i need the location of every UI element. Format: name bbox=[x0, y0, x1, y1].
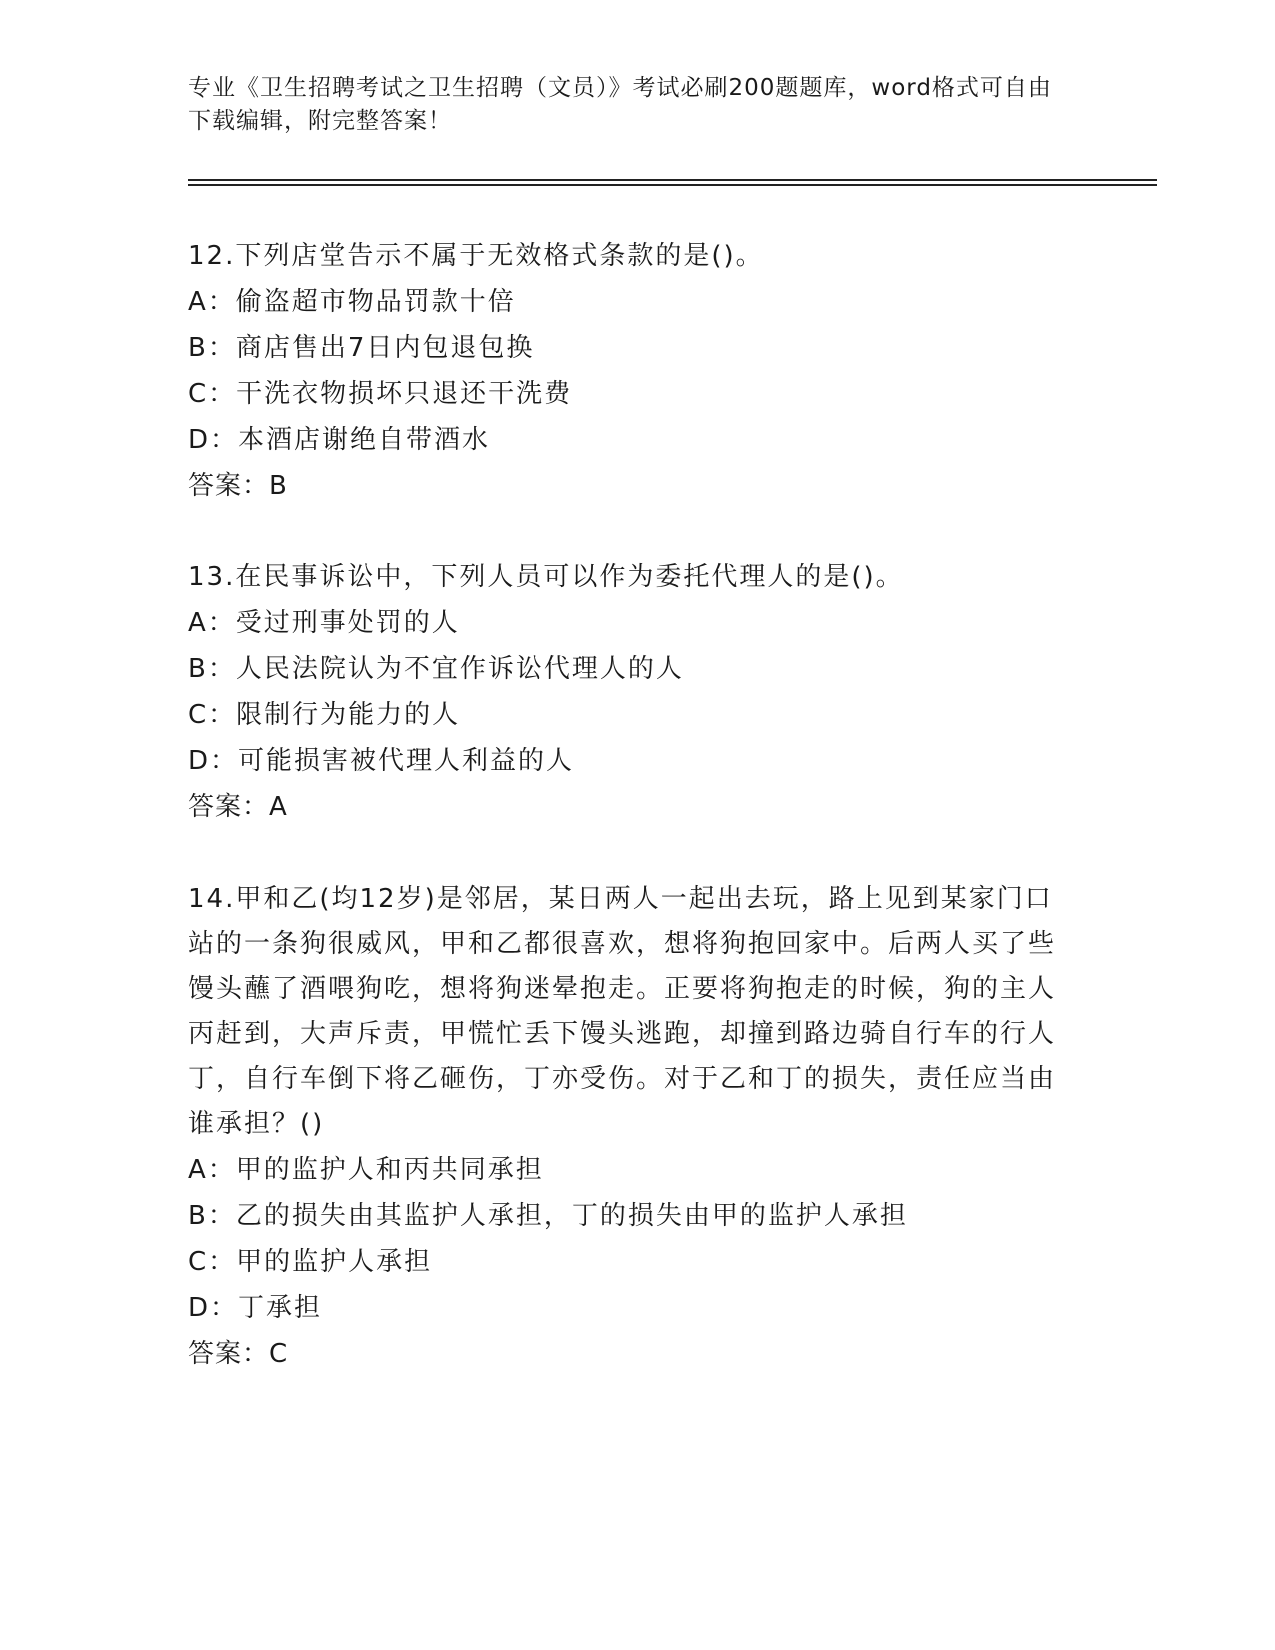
option-d: D：本酒店谢绝自带酒水 bbox=[188, 425, 491, 455]
answer: 答案：C bbox=[188, 1339, 289, 1369]
option-c: C：甲的监护人承担 bbox=[188, 1247, 433, 1277]
option-b: B：人民法院认为不宜作诉讼代理人的人 bbox=[188, 654, 684, 684]
option-b: B：商店售出7日内包退包换 bbox=[188, 333, 535, 363]
answer: 答案：A bbox=[188, 792, 288, 822]
option-d: D：可能损害被代理人利益的人 bbox=[188, 746, 575, 776]
question-stem: 12.下列店堂告示不属于无效格式条款的是()。 bbox=[188, 241, 764, 271]
option-c: C：限制行为能力的人 bbox=[188, 700, 461, 730]
option-d: D：丁承担 bbox=[188, 1293, 323, 1323]
answer: 答案：B bbox=[188, 471, 288, 501]
option-a: A：受过刑事处罚的人 bbox=[188, 608, 460, 638]
question-stem: 14.甲和乙(均12岁)是邻居，某日两人一起出去玩，路上见到某家门口站的一条狗很威风，甲和乙都很喜欢，想将狗抱回家中。后两人买了些馒头蘸了酒喂狗吃，想将狗迷晕抱走。正要将狗抱走的时候，狗的主人丙赶到，大声斥责，甲慌忙丢下馒头逃跑，却撞到路边骑自行车的行人丁，自行车倒下将乙砸伤，丁亦受伤。对于乙和丁的损失，责任应当由谁承担？() bbox=[188, 884, 1057, 1139]
option-a: A：甲的监护人和丙共同承担 bbox=[188, 1155, 544, 1185]
header-divider-top bbox=[188, 179, 1157, 181]
option-b: B：乙的损失由其监护人承担，丁的损失由甲的监护人承担 bbox=[188, 1201, 908, 1231]
question-12 bbox=[188, 234, 1068, 509]
question-14 bbox=[188, 877, 1068, 1377]
question-stem: 13.在民事诉讼中，下列人员可以作为委托代理人的是()。 bbox=[188, 562, 904, 592]
option-c: C：干洗衣物损坏只退还干洗费 bbox=[188, 379, 573, 409]
header-divider-bottom bbox=[188, 184, 1157, 186]
question-13 bbox=[188, 555, 1068, 830]
document-header: 专业《卫生招聘考试之卫生招聘（文员）》考试必刷200题题库，word格式可自由下载编辑，附完整答案！ bbox=[188, 75, 1052, 134]
option-a: A：偷盗超市物品罚款十倍 bbox=[188, 287, 516, 317]
